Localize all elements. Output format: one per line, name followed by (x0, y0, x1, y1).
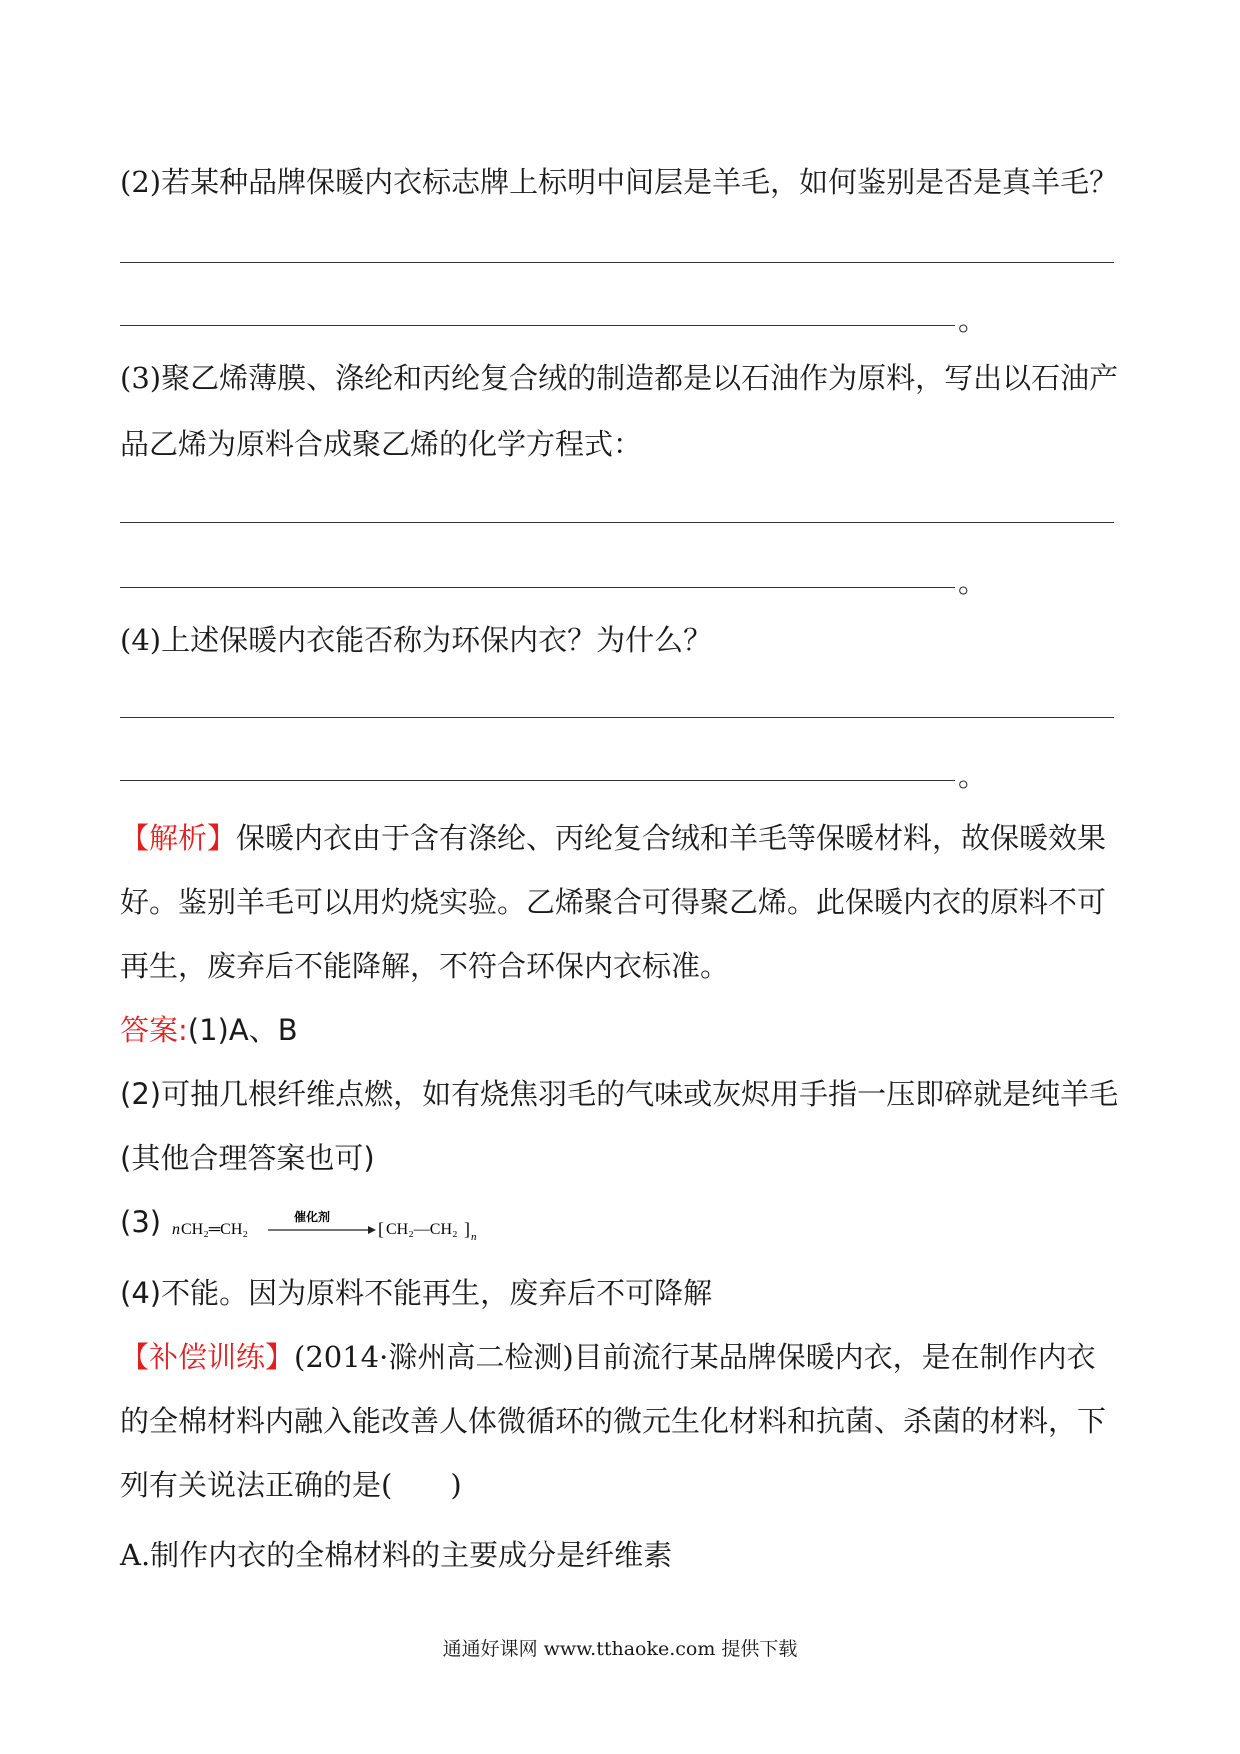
eq-coefficient-n: n (172, 1221, 181, 1238)
question-2: (2)若某种品牌保暖内衣标志牌上标明中间层是羊毛，如何鉴别是否是真羊毛？ (120, 165, 1119, 199)
eq-bracket-open: [ (378, 1219, 385, 1239)
answer-blank-line (120, 522, 1114, 523)
answer-2-line-1: (2)可抽几根纤维点燃，如有烧焦羽毛的气味或灰烬用手指一压即碎就是纯羊毛 (120, 1077, 1119, 1111)
analysis-line-3: 再生，废弃后不能降解，不符合环保内衣标准。 (120, 949, 730, 983)
eq-reactant: CH₂═CH₂ (181, 1221, 249, 1238)
supplement-text: (2014·滁州高二检测)目前流行某品牌保暖内衣，是在制作内衣 (294, 1340, 1096, 1374)
answer-blank-line (120, 780, 955, 781)
answer-2-line-2: (其他合理答案也可) (120, 1141, 375, 1175)
eq-subscript-n: n (471, 1231, 477, 1243)
polymerization-equation (170, 1202, 500, 1246)
blank-period: 。 (958, 565, 988, 599)
answer-blank-line (120, 717, 1114, 718)
question-3-line-2: 品乙烯为原料合成聚乙烯的化学方程式： (120, 427, 643, 461)
answer-3 (120, 1202, 500, 1246)
answer-line-1 (120, 1010, 298, 1050)
answer-tag: 答案: (120, 1013, 188, 1047)
eq-arrow-head (368, 1226, 376, 1234)
analysis-line-1 (120, 818, 1106, 858)
supplement-tag: 【补偿训练】 (120, 1340, 295, 1374)
answer-3-prefix: (3) (120, 1205, 162, 1239)
question-3-line-1: (3)聚乙烯薄膜、涤纶和丙纶复合绒的制造都是以石油作为原料，写出以石油产 (120, 361, 1119, 395)
question-4: (4)上述保暖内衣能否称为环保内衣？为什么？ (120, 623, 713, 657)
supplement-line-2: 的全棉材料内融入能改善人体微循环的微元生化材料和抗菌、杀菌的材料，下 (120, 1404, 1107, 1438)
answer-1: (1)A、B (187, 1013, 298, 1047)
option-a: A.制作内衣的全棉材料的主要成分是纤维素 (120, 1538, 673, 1572)
blank-period: 。 (958, 303, 988, 337)
answer-blank-line (120, 587, 955, 588)
analysis-tag: 【解析】 (120, 821, 237, 855)
eq-catalyst: 催化剂 (294, 1210, 331, 1224)
eq-bracket-close: ] (464, 1219, 471, 1239)
answer-4: (4)不能。因为原料不能再生，废弃后不可降解 (120, 1276, 713, 1310)
eq-product: CH₂—CH₂ (386, 1221, 458, 1238)
analysis-text: 保暖内衣由于含有涤纶、丙纶复合绒和羊毛等保暖材料，故保暖效果 (236, 821, 1107, 855)
analysis-line-2: 好。鉴别羊毛可以用灼烧实验。乙烯聚合可得聚乙烯。此保暖内衣的原料不可 (120, 885, 1107, 919)
answer-blank-line (120, 325, 955, 326)
page-footer: 通通好课网 www.tthaoke.com 提供下载 (442, 1638, 798, 1660)
supplement-line-3: 列有关说法正确的是( ) (120, 1468, 462, 1502)
blank-period: 。 (958, 759, 988, 793)
supplement-line-1 (120, 1337, 1096, 1377)
answer-blank-line (120, 262, 1114, 263)
